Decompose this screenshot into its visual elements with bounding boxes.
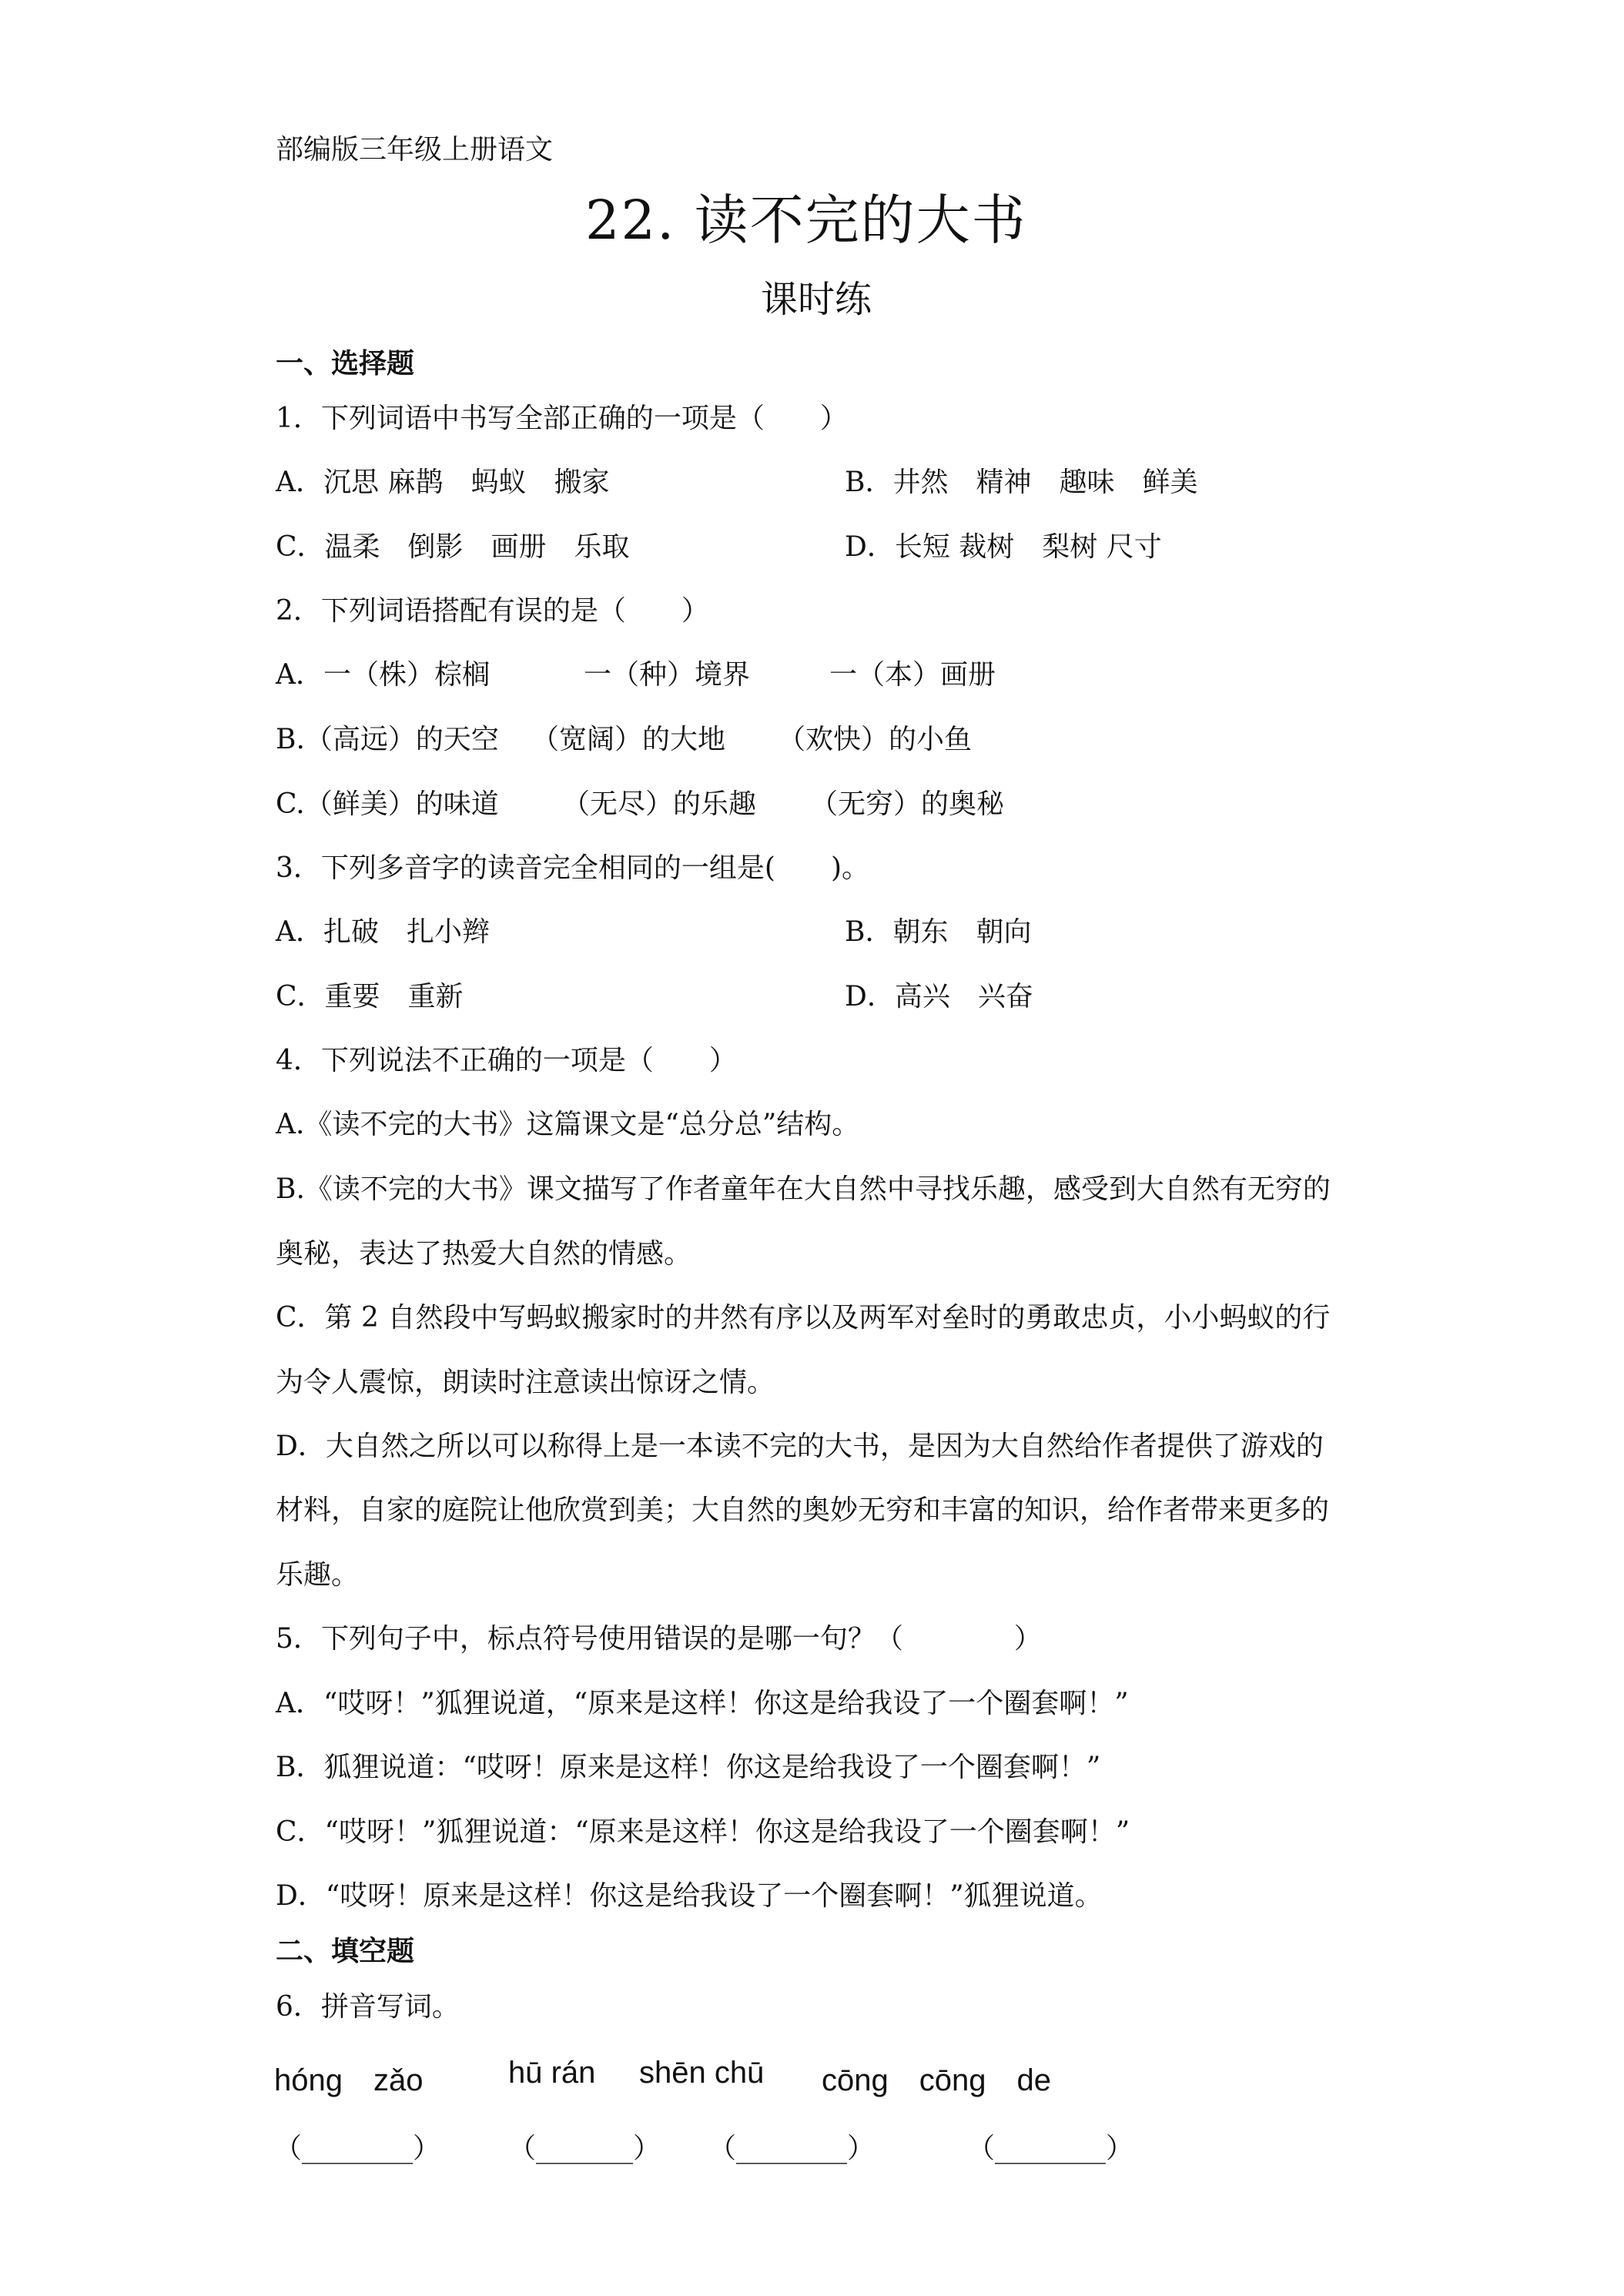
question-1-option-d: D．长短 裁树 梨树 尺寸: [845, 531, 1162, 563]
question-4-option-b-line-2: 奥秘，表达了热爱大自然的情感。: [276, 1238, 692, 1270]
answer-blank-4[interactable]: （________）: [967, 2133, 1134, 2164]
answer-blank-3[interactable]: （________）: [708, 2133, 876, 2164]
question-2-option-c-3: （无穷）的奥秘: [810, 788, 1005, 820]
question-2-option-a-1: A．一（株）棕榈: [276, 659, 490, 691]
pinyin-2: hū rán: [508, 2056, 596, 2090]
question-2-option-a-2: 一（种）境界: [584, 659, 751, 691]
pinyin-3: shēn chū: [639, 2056, 765, 2090]
page-title: 22. 读不完的大书: [585, 189, 1027, 252]
question-4-option-c-line-1: C．第 2 自然段中写蚂蚁搬家时的井然有序以及两军对垒时的勇敢忠贞，小小蚂蚁的行: [276, 1302, 1331, 1334]
question-2-option-b-3: （欢快）的小鱼: [778, 724, 973, 755]
question-4-option-b-line-1: B.《读不完的大书》课文描写了作者童年在大自然中寻找乐趣，感受到大自然有无穷的: [276, 1173, 1331, 1205]
question-5-stem: 5．下列句子中，标点符号使用错误的是哪一句？（ ）: [276, 1623, 1042, 1655]
question-3-option-d: D．高兴 兴奋: [845, 981, 1033, 1012]
question-3-option-c: C．重要 重新: [276, 981, 464, 1012]
question-5-option-c: C．“哎呀！”狐狸说道：“原来是这样！你这是给我设了一个圈套啊！”: [276, 1816, 1130, 1848]
question-2-stem: 2．下列词语搭配有误的是（ ）: [276, 595, 709, 627]
question-4-option-d-line-1: D．大自然之所以可以称得上是一本读不完的大书，是因为大自然给作者提供了游戏的: [276, 1431, 1324, 1462]
question-1-option-a: A．沉思 麻鹊 蚂蚁 搬家: [276, 467, 610, 498]
question-2-option-b-1: B.（高远）的天空: [276, 724, 499, 755]
section-heading-choice: 一、选择题: [276, 348, 415, 380]
question-3-option-a: A．扎破 扎小辫: [276, 916, 490, 948]
answer-blank-1[interactable]: （________）: [274, 2133, 441, 2164]
question-4-option-d-line-3: 乐趣。: [276, 1559, 360, 1591]
question-2-option-a-3: 一（本）画册: [829, 659, 996, 691]
question-3-option-b: B．朝东 朝向: [845, 916, 1032, 948]
question-4-stem: 4．下列说法不正确的一项是（ ）: [276, 1045, 737, 1076]
question-1-option-b: B．井然 精神 趣味 鲜美: [845, 467, 1198, 498]
question-4-option-d-line-2: 材料，自家的庭院让他欣赏到美；大自然的奥妙无穷和丰富的知识，给作者带来更多的: [276, 1494, 1330, 1526]
question-5-option-a: A．“哎呀！”狐狸说道，“原来是这样！你这是给我设了一个圈套啊！”: [276, 1688, 1129, 1719]
book-label: 部编版三年级上册语文: [276, 134, 554, 166]
pinyin-1: hóng zǎo: [274, 2063, 424, 2097]
section-heading-fill: 二、填空题: [276, 1936, 415, 1967]
question-5-option-d: D．“哎呀！原来是这样！你这是给我设了一个圈套啊！”狐狸说道。: [276, 1880, 1103, 1912]
question-6-stem: 6．拼音写词。: [276, 1991, 460, 2023]
question-2-option-c-2: （无尽）的乐趣: [562, 788, 757, 820]
question-1-stem: 1．下列词语中书写全部正确的一项是（ ）: [276, 403, 848, 434]
question-2-option-c-1: C.（鲜美）的味道: [276, 788, 499, 820]
question-2-option-b-2: （宽阔）的大地: [531, 724, 726, 755]
question-3-stem: 3．下列多音字的读音完全相同的一组是( )。: [276, 852, 869, 884]
question-1-option-c: C．温柔 倒影 画册 乐取: [276, 531, 630, 563]
question-5-option-b: B．狐狸说道：“哎呀！原来是这样！你这是给我设了一个圈套啊！”: [276, 1752, 1101, 1783]
answer-blank-2[interactable]: （_______）: [508, 2133, 661, 2164]
question-4-option-a: A.《读不完的大书》这篇课文是“总分总”结构。: [276, 1109, 860, 1140]
page-subtitle: 课时练: [761, 278, 872, 321]
question-4-option-c-line-2: 为令人震惊，朗读时注意读出惊讶之情。: [276, 1367, 775, 1398]
pinyin-4: cōng cōng de: [822, 2063, 1051, 2097]
